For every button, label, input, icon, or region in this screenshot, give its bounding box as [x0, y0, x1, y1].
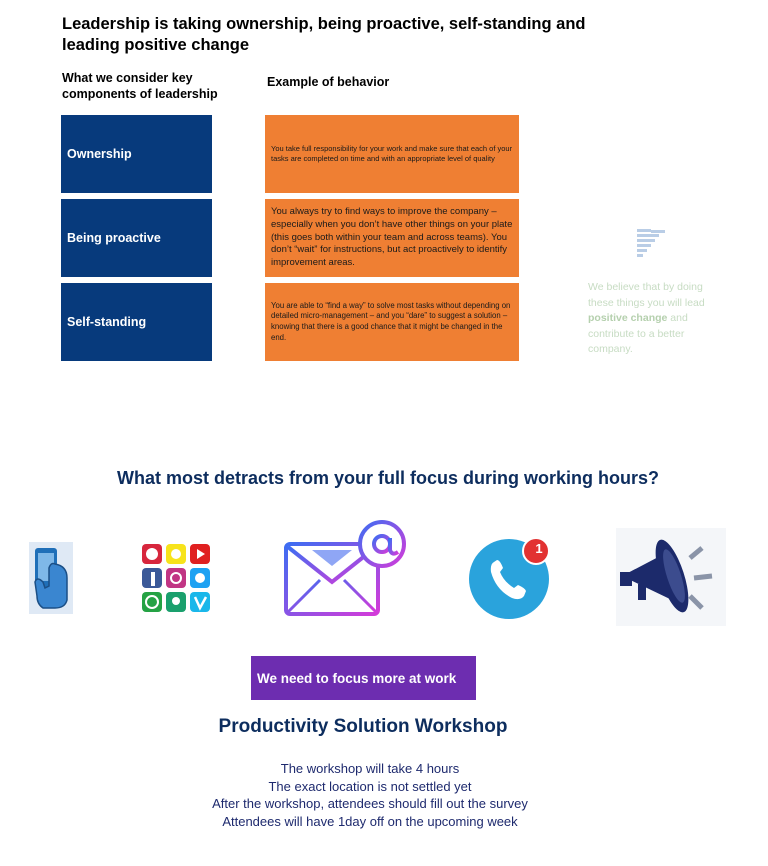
behavior-text: You always try to find ways to improve the company – especially when you don’t have other things on your plate (this goes both within your team and across teams). You don’t “wait” for instructions, but act proactively to identify improvement areas.	[271, 205, 513, 269]
list-item: The workshop will take 4 hours	[280, 761, 460, 776]
side-note-highlight: positive change	[588, 312, 668, 324]
social-media-icon	[140, 542, 212, 614]
banner-text: We need to focus more at work	[257, 670, 457, 686]
component-being-proactive	[61, 199, 212, 277]
list-item: Attendees will have 1day off on the upcoming week	[222, 813, 518, 829]
distraction-question: What most detracts from your full focus during working hours?	[116, 468, 660, 488]
components-column-header: What we consider key components of leadership	[62, 71, 218, 101]
behavior-text: You are able to “find a way” to solve most tasks without depending on detailed micro-management – and you “dare” to suggest a solution – knowing that there is a good chance that it might be changed in the end.	[271, 300, 511, 342]
component-label: Self-standing	[67, 315, 147, 329]
focus-banner	[251, 656, 476, 700]
behavior-being-proactive	[265, 199, 519, 277]
component-label: Ownership	[67, 147, 132, 161]
behavior-self-standing	[265, 283, 519, 361]
list-item: After the workshop, attendees should fill out the survey	[212, 796, 528, 811]
leadership-title: Leadership is taking ownership, being proactive, self-standing and leading positive change	[62, 15, 586, 54]
behavior-column-header: Example of behavior	[267, 75, 390, 89]
list-item: The exact location is not settled yet	[268, 778, 472, 794]
email-icon	[282, 520, 408, 618]
workshop-details	[0, 760, 740, 830]
component-label: Being proactive	[67, 231, 161, 245]
behavior-ownership	[265, 115, 519, 193]
component-ownership	[61, 115, 212, 193]
notification-badge: 1	[535, 541, 543, 556]
phone-hand-icon	[29, 542, 73, 614]
workshop-title: Productivity Solution Workshop	[218, 716, 508, 737]
side-note-after: and contribute to a better company.	[588, 312, 688, 355]
component-self-standing	[61, 283, 212, 361]
side-note	[588, 280, 728, 358]
flag-icon	[636, 228, 666, 258]
megaphone-icon	[616, 528, 726, 626]
side-note-before: We believe that by doing these things you will lead	[588, 281, 705, 309]
behavior-text: You take full responsibility for your work and make sure that each of your tasks are completed on time and with an appropriate level of quality	[271, 143, 513, 163]
